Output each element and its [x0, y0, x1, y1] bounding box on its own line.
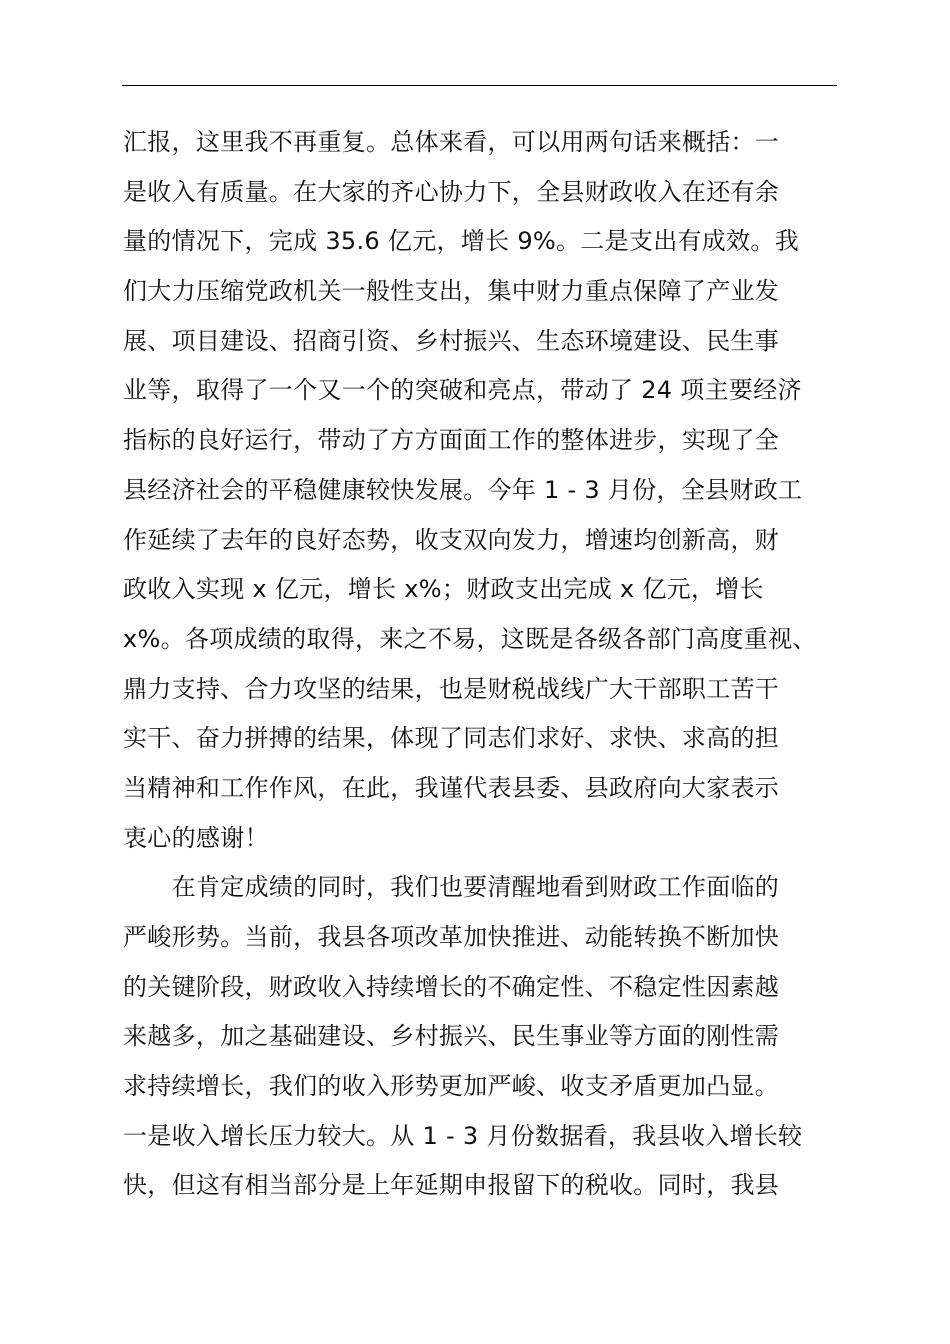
text-line: 求持续增长，我们的收入形势更加严峻、收支矛盾更加凸显。 — [123, 1072, 780, 1101]
text-line: 来越多，加之基础建设、乡村振兴、民生事业等方面的刚性需 — [123, 1022, 780, 1051]
text-line: 在肯定成绩的同时，我们也要清醒地看到财政工作面临的 — [123, 873, 780, 902]
text-line: 指标的良好运行，带动了方方面面工作的整体进步，实现了全 — [123, 426, 780, 455]
text-line: 的关键阶段，财政收入持续增长的不确定性、不稳定性因素越 — [123, 972, 780, 1001]
text-line: 衷心的感谢！ — [123, 823, 269, 852]
text-line: 鼎力支持、合力攻坚的结果，也是财税战线广大干部职工苦干 — [123, 674, 780, 703]
text-line: 快，但这有相当部分是上年延期申报留下的税收。同时，我县 — [123, 1171, 780, 1200]
text-line: 县经济社会的平稳健康较快发展。今年 1 - 3 月份，全县财政工 — [123, 475, 803, 504]
text-line: 当精神和工作作风，在此，我谨代表县委、县政府向大家表示 — [123, 773, 780, 802]
header-rule — [122, 85, 837, 86]
text-line: 政收入实现 x 亿元，增长 x%；财政支出完成 x 亿元，增长 — [123, 575, 764, 604]
text-line: 汇报，这里我不再重复。总体来看，可以用两句话来概括：一 — [123, 128, 780, 156]
text-line: x%。各项成绩的取得，来之不易，这既是各级各部门高度重视、 — [123, 624, 817, 653]
text-line: 作延续了去年的良好态势，收支双向发力，增速均创新高，财 — [123, 525, 780, 554]
text-line: 是收入有质量。在大家的齐心协力下，全县财政收入在还有余 — [123, 177, 780, 206]
text-line: 量的情况下，完成 35.6 亿元，增长 9%。二是支出有成效。我 — [123, 227, 799, 256]
text-line: 展、项目建设、招商引资、乡村振兴、生态环境建设、民生事 — [123, 326, 780, 355]
text-line: 严峻形势。当前，我县各项改革加快推进、动能转换不断加快 — [123, 923, 780, 951]
text-line: 们大力压缩党政机关一般性支出，集中财力重点保障了产业发 — [123, 277, 780, 306]
text-line: 一是收入增长压力较大。从 1 - 3 月份数据看，我县收入增长较 — [123, 1121, 803, 1150]
document-body — [123, 118, 839, 1211]
text-line: 实干、奋力拼搏的结果，体现了同志们求好、求快、求高的担 — [123, 724, 780, 753]
text-line: 业等，取得了一个又一个的突破和亮点，带动了 24 项主要经济 — [123, 376, 802, 405]
